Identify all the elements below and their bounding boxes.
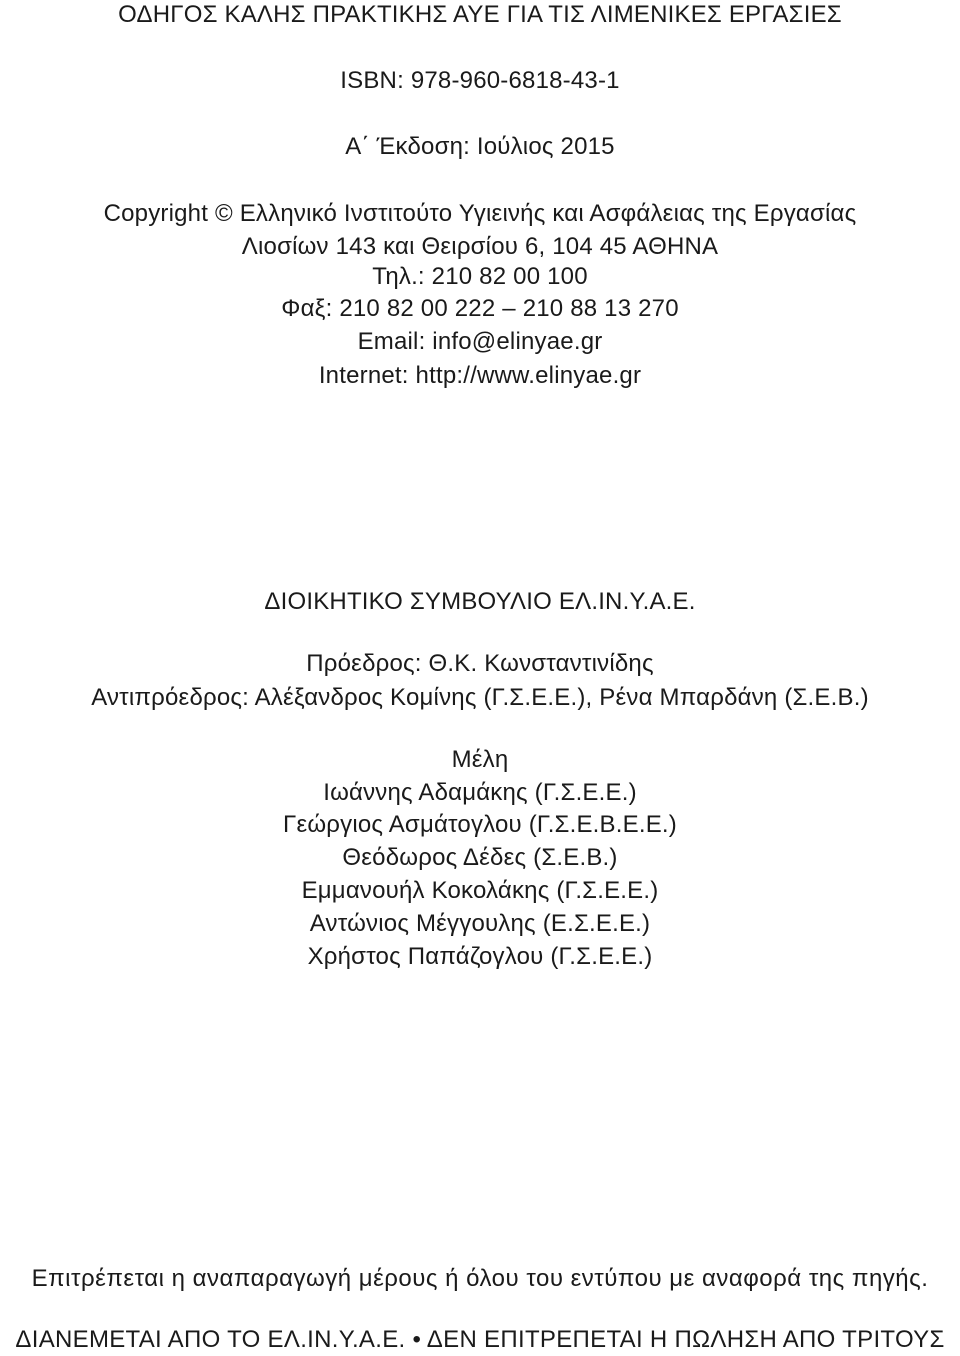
board-member: Θεόδωρος Δέδες (Σ.Ε.Β.) <box>342 844 618 871</box>
board-member: Εμμανουήλ Κοκολάκης (Γ.Σ.Ε.Ε.) <box>301 877 659 904</box>
document-title: ΟΔΗΓΟΣ ΚΑΛΗΣ ΠΡΑΚΤΙΚΗΣ ΑΥΕ ΓΙΑ ΤΙΣ ΛΙΜΕΝΙΚΕΣ ΕΡΓΑΣΙΕΣ <box>118 1 842 28</box>
board-vice-presidents: Αντιπρόεδρος: Αλέξανδρος Κομίνης (Γ.Σ.Ε.Ε.), Ρένα Μπαρδάνη (Σ.Ε.Β.) <box>91 684 869 711</box>
board-member: Χρήστος Παπάζογλου (Γ.Σ.Ε.Ε.) <box>307 943 653 970</box>
board-member: Ιωάννης Αδαμάκης (Γ.Σ.Ε.Ε.) <box>323 779 637 806</box>
board-president: Πρόεδρος: Θ.Κ. Κωνσταντινίδης <box>306 650 654 677</box>
address-line: Λιοσίων 143 και Θειρσίου 6, 104 45 ΑΘΗΝΑ <box>241 233 719 260</box>
phone-line: Τηλ.: 210 82 00 100 <box>372 263 588 290</box>
email-line: Email: info@elinyae.gr <box>357 328 603 355</box>
copyright-line: Copyright © Ελληνικό Ινστιτούτο Υγιεινής και Ασφάλειας της Εργασίας <box>103 200 857 227</box>
distribution-notice: ΔΙΑΝΕΜΕΤΑΙ ΑΠΟ ΤΟ ΕΛ.ΙΝ.Υ.Α.Ε. • ΔΕΝ ΕΠΙΤΡΕΠΕΤΑΙ Η ΠΩΛΗΣΗ ΑΠΟ ΤΡΙΤΟΥΣ <box>15 1326 945 1353</box>
isbn: ISBN: 978-960-6818-43-1 <box>340 67 620 94</box>
members-heading: Μέλη <box>451 746 509 773</box>
internet-line: Internet: http://www.elinyae.gr <box>318 362 642 389</box>
reproduction-permission: Επιτρέπεται η αναπαραγωγή μέρους ή όλου του εντύπου με αναφορά της πηγής. <box>31 1265 929 1292</box>
board-member: Αντώνιος Μέγγουλης (Ε.Σ.Ε.Ε.) <box>309 910 651 937</box>
board-member: Γεώργιος Ασμάτογλου (Γ.Σ.Ε.Β.Ε.Ε.) <box>283 811 677 838</box>
fax-line: Φαξ: 210 82 00 222 – 210 88 13 270 <box>281 295 679 322</box>
board-heading: ΔΙΟΙΚΗΤΙΚΟ ΣΥΜΒΟΥΛΙΟ ΕΛ.ΙΝ.Υ.Α.Ε. <box>264 588 696 615</box>
edition: Α΄ Έκδοση: Ιούλιος 2015 <box>345 133 615 160</box>
